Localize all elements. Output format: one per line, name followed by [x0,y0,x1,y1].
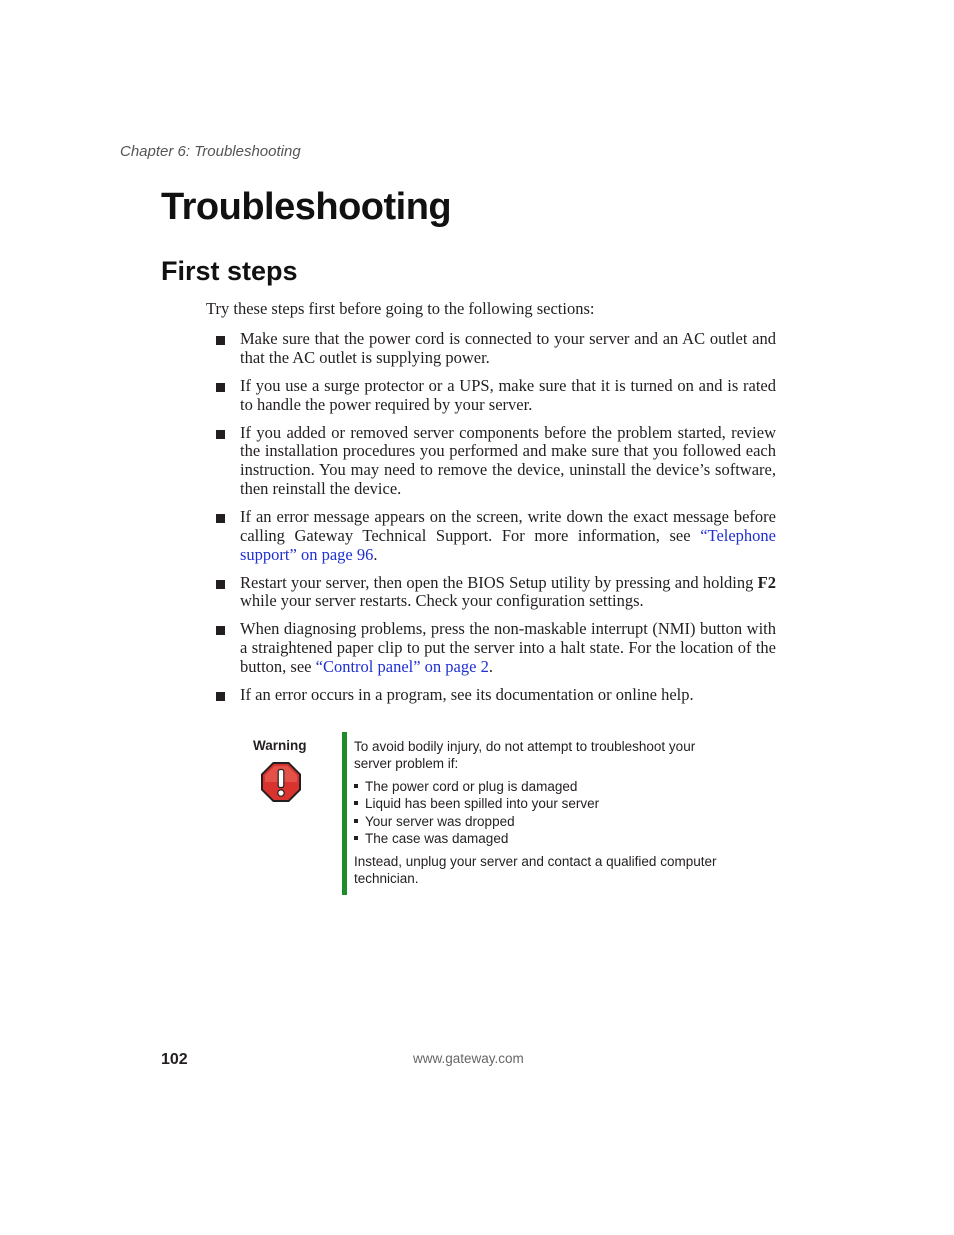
step-text: If you added or removed server components before the problem started, review the installation procedures you performed and make sure that you followed each instruction. You may need to remove the device, uninstall the device’s software, then reinstall the device. [240,422,776,498]
warning-item-text: The power cord or plug is damaged [365,779,578,794]
step-text-end: . [488,656,493,676]
list-item [216,377,776,415]
square-bullet-icon [216,336,225,345]
step-text: If an error occurs in a program, see its documentation or online help. [240,684,694,704]
square-bullet-icon [354,801,358,805]
intro-paragraph: Try these steps first before going to the following sections: [206,299,595,318]
running-head: Chapter 6: Troubleshooting [120,143,301,160]
section-title: First steps [161,256,298,286]
list-item [354,778,734,795]
step-text: If you use a surge protector or a UPS, make sure that it is turned on and is rated to handle the power required by your server. [240,375,776,414]
list-item [354,813,734,830]
square-bullet-icon [216,383,225,392]
footer-url: www.gateway.com [413,1051,524,1066]
square-bullet-icon [216,626,225,635]
warning-item-text: Your server was dropped [365,813,515,829]
warning-list [354,778,734,847]
warning-outro: Instead, unplug your server and contact a qualified computer technician. [354,854,717,887]
square-bullet-icon [354,836,358,840]
square-bullet-icon [216,692,225,701]
warning-rule [342,732,347,895]
warning-item-text: Liquid has been spilled into your server [365,796,600,812]
list-item [216,330,776,368]
page-number: 102 [161,1051,188,1068]
step-text: If an error message appears on the screen, write down the exact message before calling Gateway Technical Support. For more information, see [240,506,776,545]
list-item [216,424,776,499]
warning-label: Warning [253,738,307,753]
list-item [216,620,776,676]
list-item [354,830,734,847]
step-text: Restart your server, then open the BIOS Setup utility by pressing and holding [240,572,758,592]
steps-list [216,330,776,714]
page-title: Troubleshooting [161,186,452,228]
telephone-support-link[interactable]: “Telephone support” on page 96 [240,525,776,564]
stop-octagon-exclamation-icon [259,760,303,804]
step-text-end: . [373,544,378,564]
warning-intro: To avoid bodily injury, do not attempt to troubleshoot your server problem if: [354,739,696,771]
key-f2: F2 [757,572,776,592]
square-bullet-icon [354,819,358,823]
step-text: Make sure that the power cord is connected to your server and an AC outlet and that the AC outlet is supplying power. [240,329,776,367]
warning-body [354,738,734,887]
list-item [216,508,776,564]
square-bullet-icon [216,514,225,523]
list-item [354,795,734,812]
list-item [216,574,776,612]
step-text: When diagnosing problems, press the non-maskable interrupt (NMI) button with a straightened paper clip to put the server into a halt state. For the location of the button, see [240,619,776,676]
square-bullet-icon [216,580,225,589]
step-text-end: while your server restarts. Check your configuration settings. [240,591,644,611]
square-bullet-icon [216,430,225,439]
square-bullet-icon [354,784,358,788]
warning-item-text: The case was damaged [365,830,509,846]
control-panel-link[interactable]: “Control panel” on page 2 [315,656,489,676]
list-item [216,686,776,705]
